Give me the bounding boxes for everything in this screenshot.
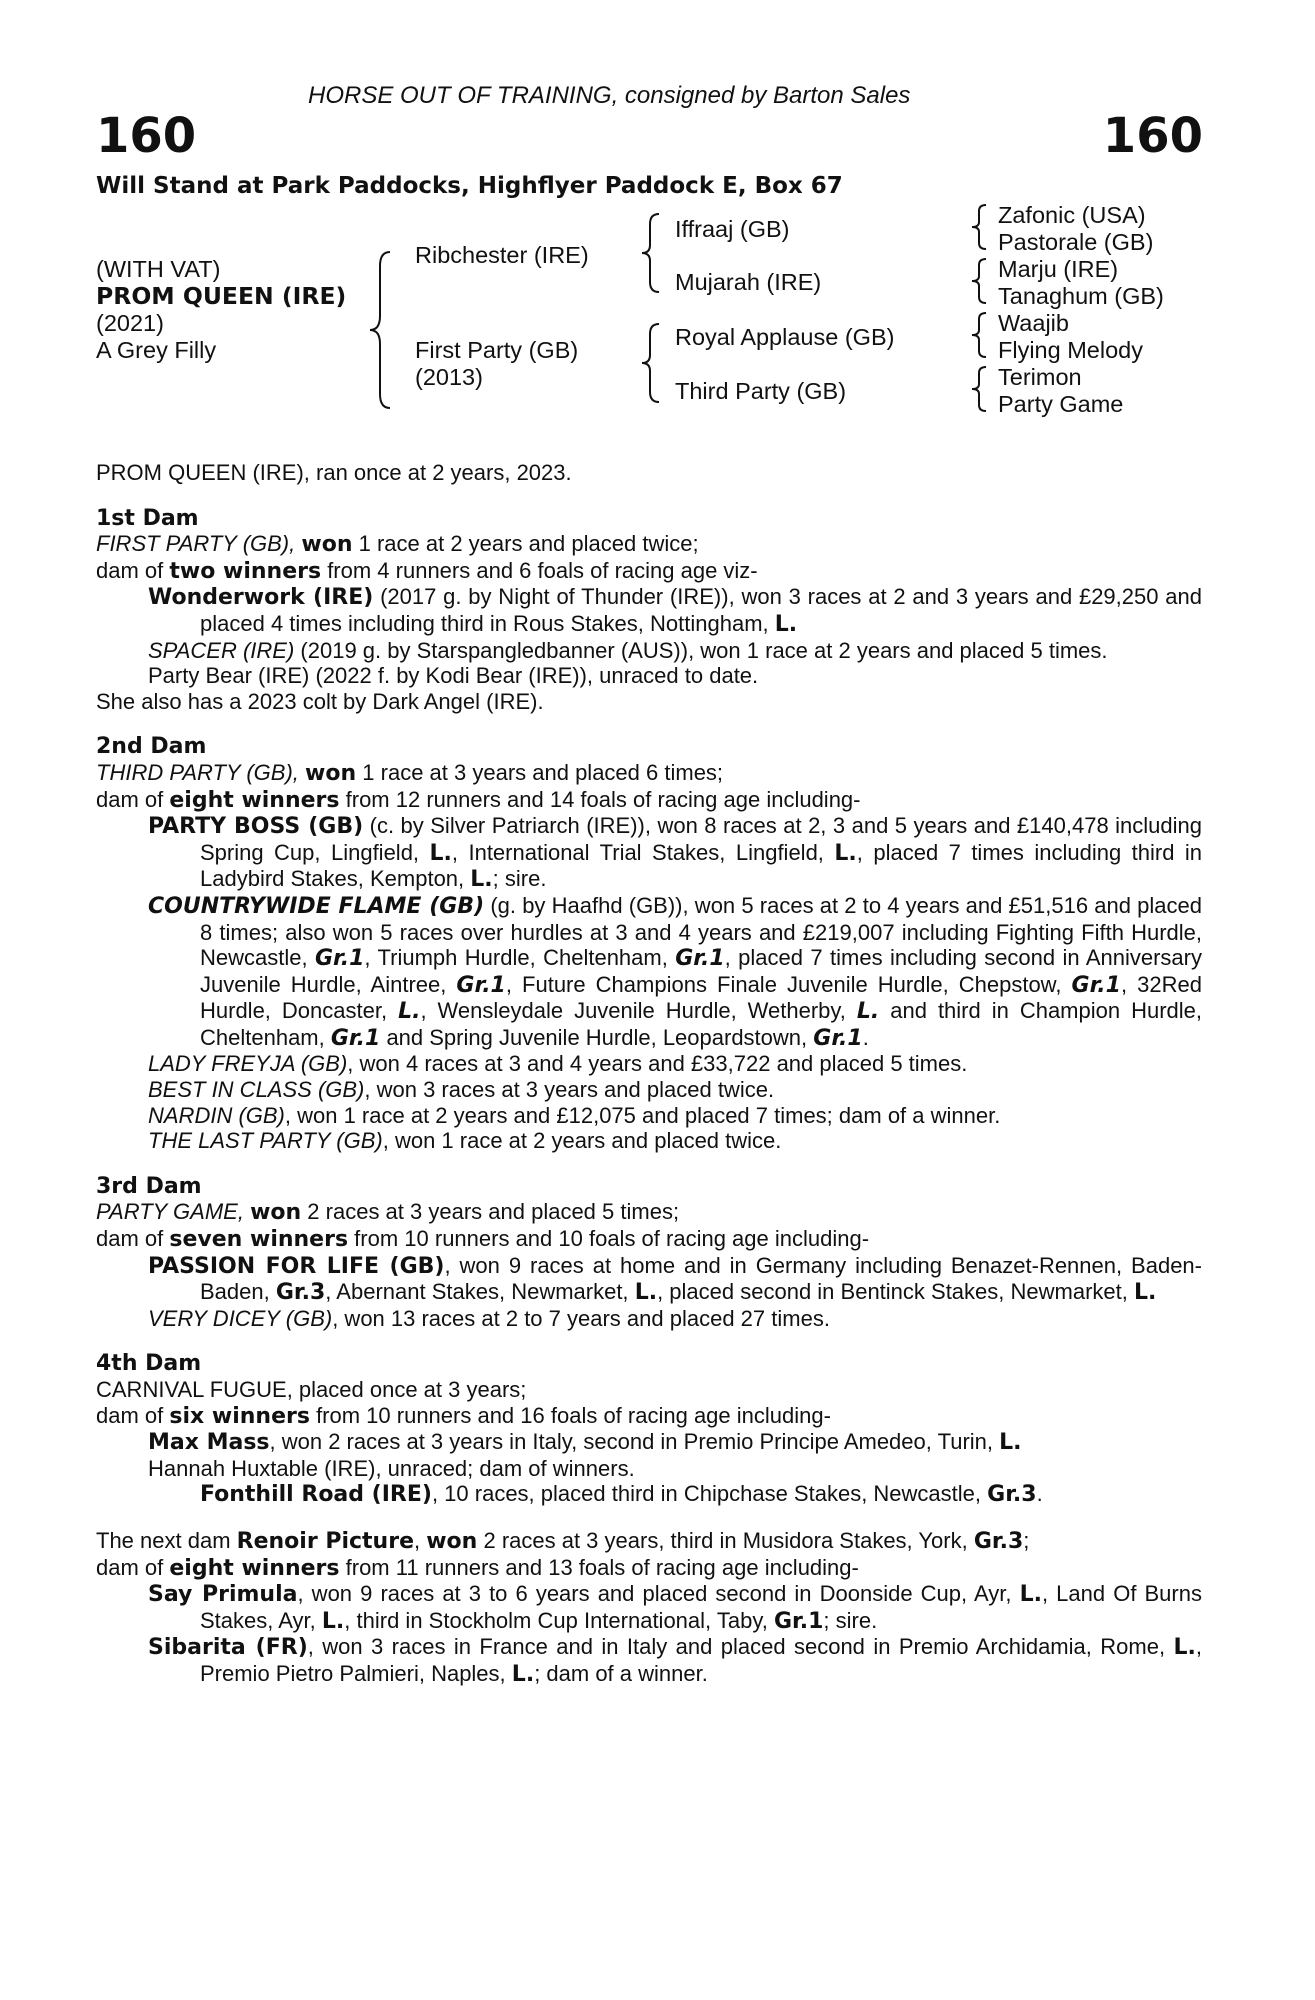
third-dam-title: 3rd Dam	[96, 1173, 202, 1199]
pedigree-brace-g3-1	[970, 203, 990, 251]
second-dam-title: 2nd Dam	[96, 734, 207, 760]
next-dam-line: The next dam Renoir Picture, won 2 races at 3 years, third in Musidora Stakes, York, Gr.3;	[96, 1527, 1030, 1554]
lot-number-left: 160	[96, 108, 197, 164]
second-dam-line: THIRD PARTY (GB), won 1 race at 3 years and placed 6 times;	[96, 759, 724, 786]
pedigree-sire-sire: Iffraaj (GB)	[675, 216, 790, 242]
pedigree-sire-dam: Mujarah (IRE)	[675, 269, 822, 295]
third-dam-progeny-2: VERY DICEY (GB), won 13 races at 2 to 7 years and placed 27 times.	[148, 1305, 830, 1331]
next-dam-progeny-2: Sibarita (FR), won 3 races in France and in Italy and placed second in Premio Archidamia, Rome, L., Premio Pietro Palmieri, Naples, L.; dam of a winner.	[148, 1634, 1202, 1687]
fourth-dam-progeny-3: Fonthill Road (IRE), 10 races, placed third in Chipchase Stakes, Newcastle, Gr.3.	[200, 1481, 1043, 1508]
third-dam-produce-line: dam of seven winners from 10 runners and 10 foals of racing age including-	[96, 1226, 870, 1253]
second-dam-progeny-5: NARDIN (GB), won 1 race at 2 years and £12,075 and placed 7 times; dam of a winner.	[148, 1102, 1001, 1128]
horse-year: (2021)	[96, 310, 164, 336]
pedigree-brace-g3-3	[970, 311, 990, 359]
intro-line: PROM QUEEN (IRE), ran once at 2 years, 2023.	[96, 460, 572, 485]
first-dam-progeny-1: Wonderwork (IRE) (2017 g. by Night of Thunder (IRE)), won 3 races at 2 and 3 years and £29,250 and placed 4 times including third in Rous Stakes, Nottingham, L.	[148, 584, 1202, 637]
second-dam-produce-line: dam of eight winners from 12 runners and 14 foals of racing age including-	[96, 786, 861, 813]
fourth-dam-progeny-2: Hannah Huxtable (IRE), unraced; dam of winners.	[148, 1455, 635, 1481]
consignment-line: HORSE OUT OF TRAINING, consigned by Barton Sales	[308, 82, 911, 109]
fourth-dam-progeny-1: Max Mass, won 2 races at 3 years in Italy, second in Premio Principe Amedeo, Turin, L.	[148, 1429, 1022, 1456]
first-dam-progeny-2: SPACER (IRE) (2019 g. by Starspangledbanner (AUS)), won 1 race at 2 years and placed 5 times.	[148, 637, 1108, 663]
pedigree-brace-sire	[640, 212, 662, 294]
fourth-dam-title: 4th Dam	[96, 1351, 202, 1377]
next-dam-produce-line: dam of eight winners from 11 runners and 13 foals of racing age including-	[96, 1554, 859, 1581]
pedigree-dam-sire: Royal Applause (GB)	[675, 324, 895, 350]
pedigree-dam-year: (2013)	[415, 364, 483, 390]
vat-note: (WITH VAT)	[96, 256, 221, 282]
fourth-dam-line: CARNIVAL FUGUE, placed once at 3 years;	[96, 1377, 527, 1402]
first-dam-line: FIRST PARTY (GB), won 1 race at 2 years and placed twice;	[96, 531, 699, 558]
third-dam-line: PARTY GAME, won 2 races at 3 years and placed 5 times;	[96, 1199, 680, 1226]
first-dam-note: She also has a 2023 colt by Dark Angel (IRE).	[96, 688, 544, 714]
pedigree-brace-g3-2	[970, 257, 990, 305]
second-dam-progeny-4: BEST IN CLASS (GB), won 3 races at 3 years and placed twice.	[148, 1077, 775, 1103]
horse-description: A Grey Filly	[96, 337, 217, 363]
pedigree-g3-8: Party Game	[998, 391, 1124, 417]
stand-location: Will Stand at Park Paddocks, Highflyer Paddock E, Box 67	[96, 173, 843, 199]
pedigree-brace-dam	[640, 322, 662, 404]
next-dam-progeny-1: Say Primula, won 9 races at 3 to 6 years and placed second in Doonside Cup, Ayr, L., Land Of Burns Stakes, Ayr, L., third in Stockholm Cup International, Taby, Gr.1; sire.	[148, 1581, 1202, 1634]
third-dam-progeny-1: PASSION FOR LIFE (GB), won 9 races at home and in Germany including Benazet-Rennen, Baden-Baden, Gr.3, Abernant Stakes, Newmarket, L., placed second in Bentinck Stakes, Newmarket, L.	[148, 1252, 1202, 1306]
pedigree-g3-5: Waajib	[998, 310, 1069, 336]
horse-name: PROM QUEEN (IRE)	[96, 282, 347, 310]
pedigree-dam: First Party (GB)	[415, 337, 579, 363]
first-dam-progeny-3: Party Bear (IRE) (2022 f. by Kodi Bear (IRE)), unraced to date.	[148, 663, 759, 689]
first-dam-title: 1st Dam	[96, 505, 199, 531]
pedigree-brace-g3-4	[970, 365, 990, 413]
first-dam-produce-line: dam of two winners from 4 runners and 6 foals of racing age viz-	[96, 557, 758, 584]
pedigree-g3-3: Marju (IRE)	[998, 256, 1119, 282]
second-dam-progeny-2: COUNTRYWIDE FLAME (GB) (g. by Haafhd (GB)), won 5 races at 2 to 4 years and £51,516 and placed 8 times; also won 5 races over hurdles at 3 and 4 years and £219,007 including Fighting Fifth Hurdle, Newcastle, Gr.1, Triumph Hurdle, Cheltenham, Gr.1, placed 7 times including second in Anniversary Juvenile Hurdle, Aintree, Gr.1, Future Champions Finale Juvenile Hurdle, Chepstow, Gr.1, 32Red Hurdle, Doncaster, L., Wensleydale Juvenile Hurdle, Wetherby, L. and third in Champion Hurdle, Cheltenham, Gr.1 and Spring Juvenile Hurdle, Leopardstown, Gr.1.	[148, 892, 1202, 1051]
pedigree-g3-6: Flying Melody	[998, 337, 1143, 363]
pedigree-g3-4: Tanaghum (GB)	[998, 283, 1164, 309]
pedigree-g3-7: Terimon	[998, 364, 1082, 390]
pedigree-sire: Ribchester (IRE)	[415, 242, 589, 268]
fourth-dam-produce-line: dam of six winners from 10 runners and 16 foals of racing age including-	[96, 1402, 831, 1429]
lot-number-right: 160	[1102, 108, 1203, 164]
pedigree-g3-1: Zafonic (USA)	[998, 202, 1146, 228]
second-dam-progeny-6: THE LAST PARTY (GB), won 1 race at 2 years and placed twice.	[148, 1128, 782, 1154]
pedigree-brace-main	[368, 250, 394, 410]
second-dam-progeny-1: PARTY BOSS (GB) (c. by Silver Patriarch (IRE)), won 8 races at 2, 3 and 5 years and £140,478 including Spring Cup, Lingfield, L., International Trial Stakes, Lingfield, L., placed 7 times including third in Ladybird Stakes, Kempton, L.; sire.	[148, 813, 1203, 893]
second-dam-progeny-3: LADY FREYJA (GB), won 4 races at 3 and 4 years and £33,722 and placed 5 times.	[148, 1051, 968, 1077]
pedigree-g3-2: Pastorale (GB)	[998, 229, 1154, 255]
catalogue-body	[96, 460, 1202, 1688]
pedigree-dam-dam: Third Party (GB)	[675, 378, 847, 404]
